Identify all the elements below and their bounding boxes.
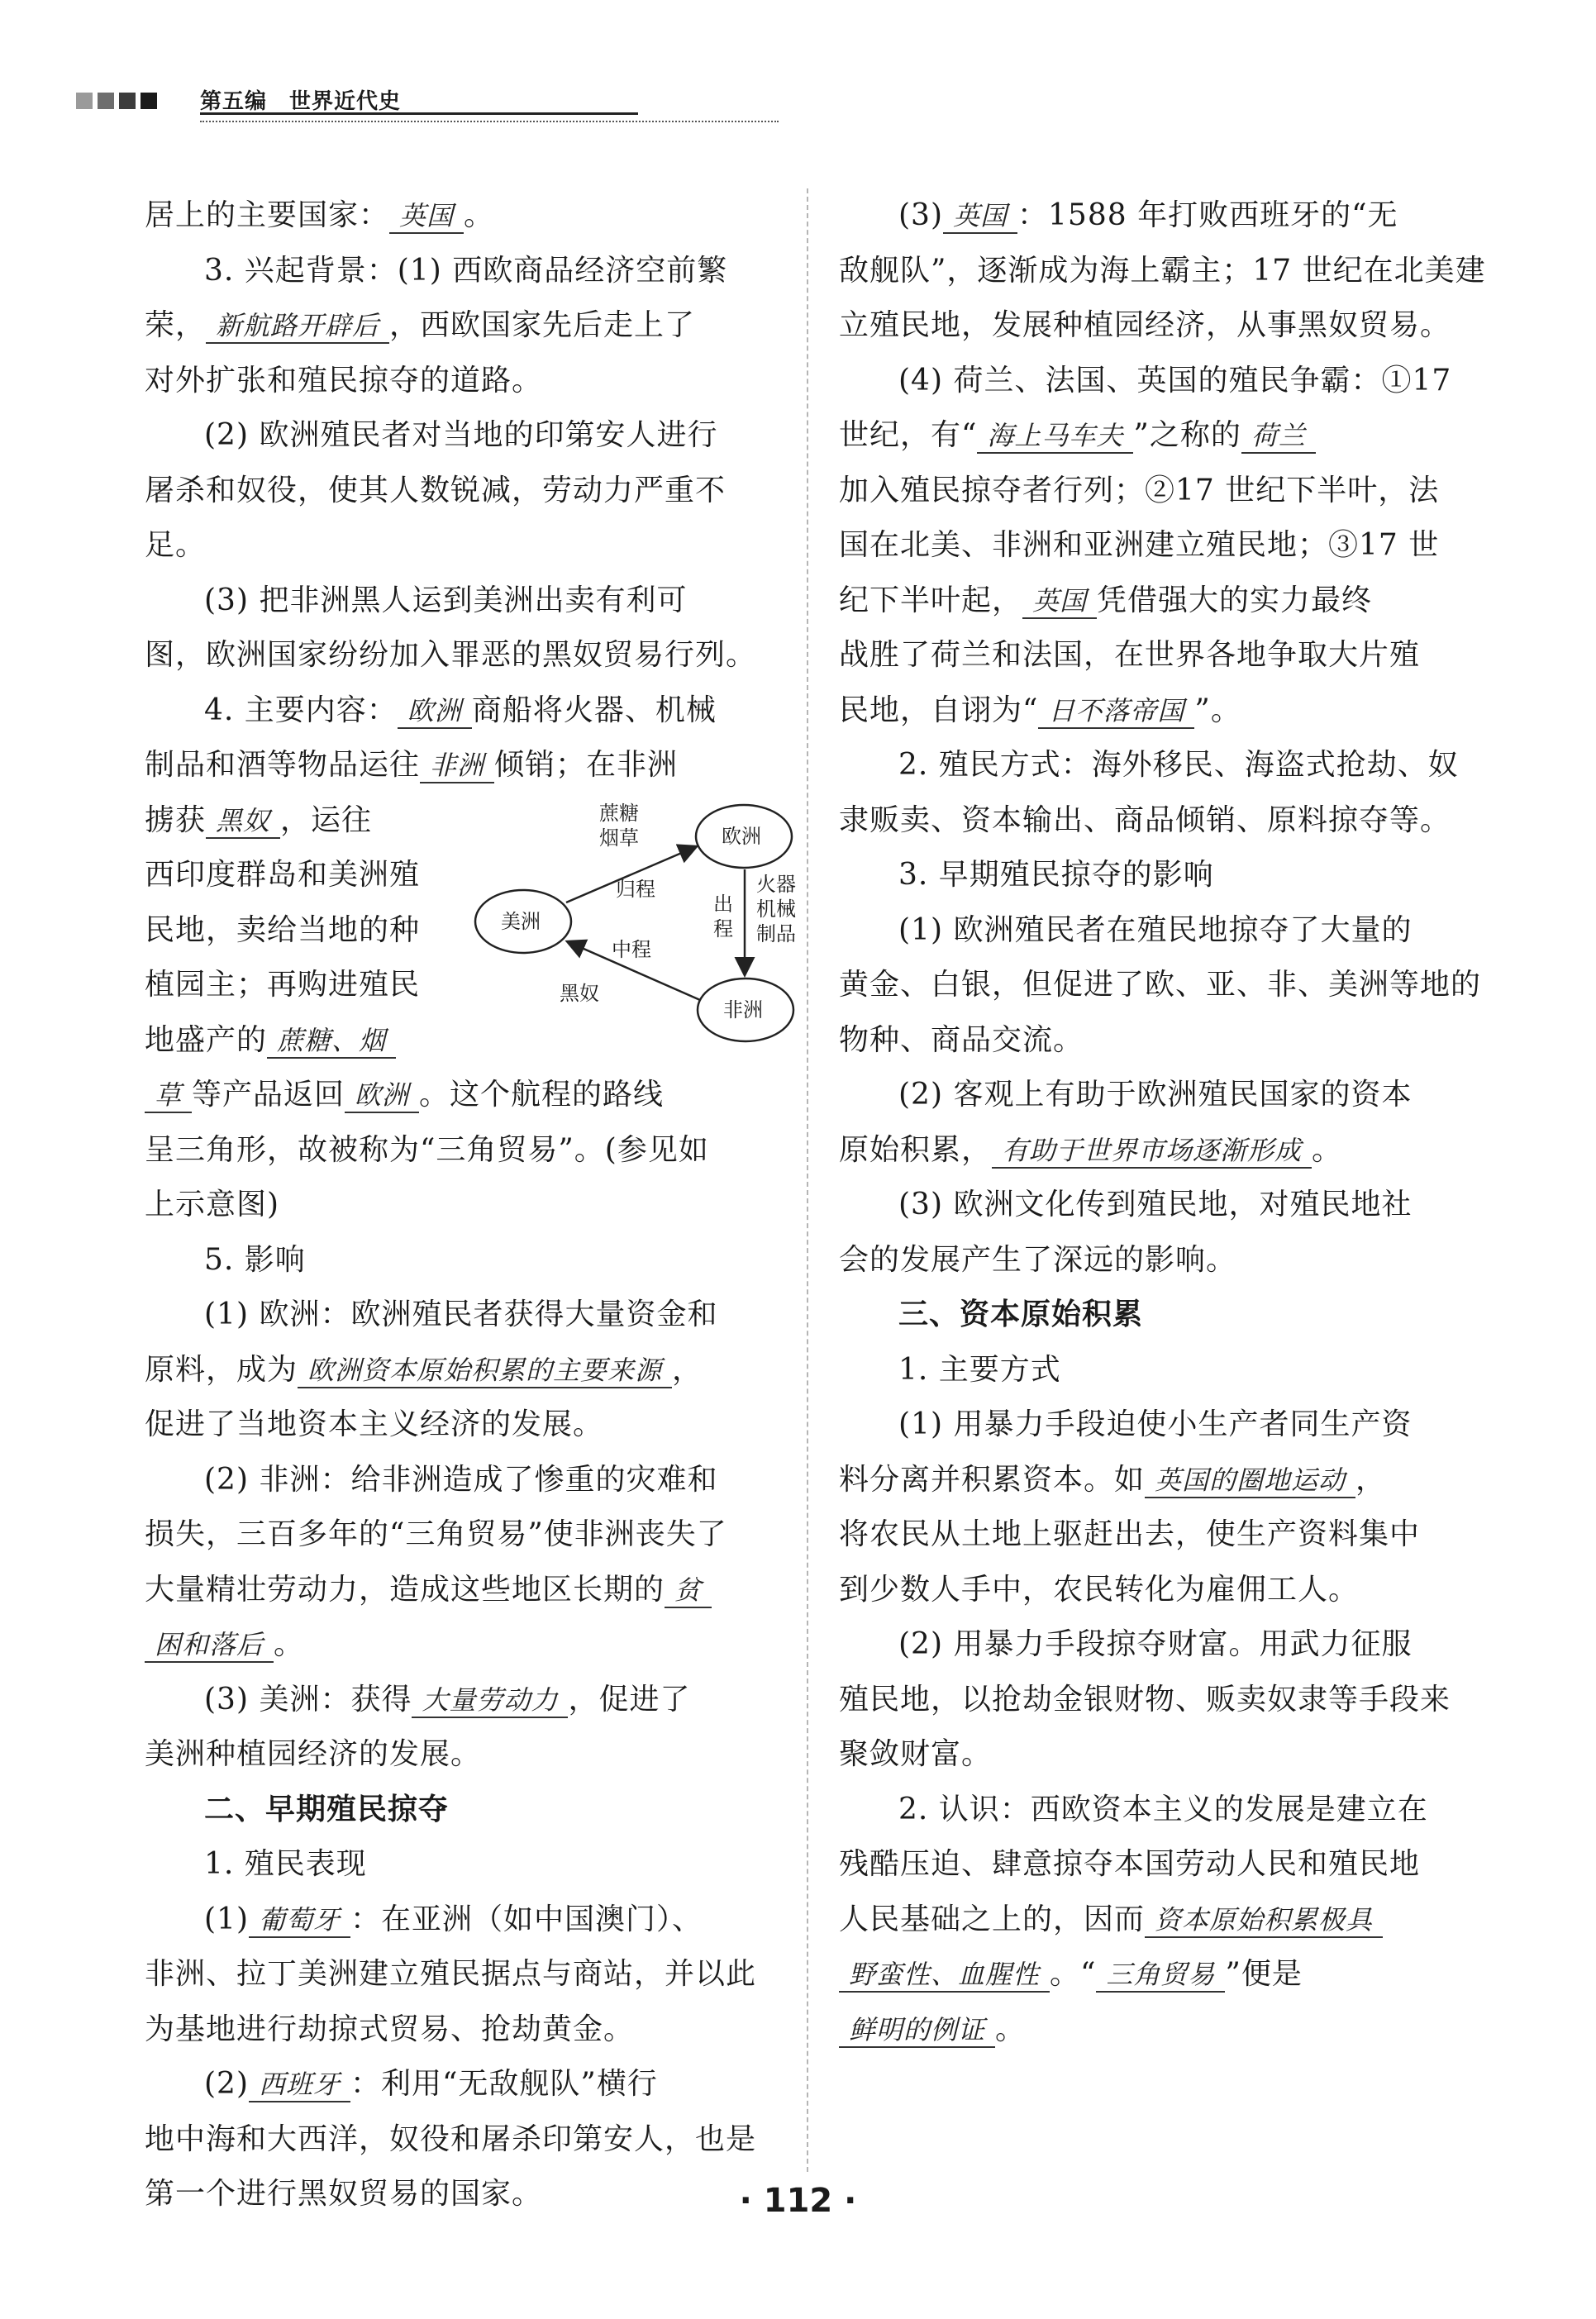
text-line: 1. 主要方式 xyxy=(898,1352,1061,1387)
text-line: 隶贩卖、资本输出、商品倾销、原料掠夺等。 xyxy=(839,802,1451,837)
text-line: (4) 荷兰、法国、英国的殖民争霸：①17 xyxy=(898,363,1452,398)
answer-blank: 欧洲资本原始积累的主要来源 xyxy=(298,1354,672,1388)
text-line: 草 等产品返回 欧洲 。这个航程的路线 xyxy=(145,1068,773,1123)
text-line: 2. 殖民方式：海外移民、海盗式抢劫、奴 xyxy=(898,748,1459,782)
text-line: 到少数人手中，农民转化为雇佣工人。 xyxy=(839,1572,1360,1607)
tobacco-label: 烟草 xyxy=(599,826,639,850)
text-line: (3) 美洲：获得 大量劳动力 ，促进了 xyxy=(204,1682,691,1717)
answer-blank: 有助于世界市场逐渐形成 xyxy=(992,1134,1312,1169)
answer-blank: 新航路开辟后 xyxy=(206,309,389,344)
text-line: 损失，三百多年的“三角贸易”使非洲丧失了 xyxy=(145,1517,727,1551)
text-line: (3) 英国 ：1588 年打败西班牙的“无 xyxy=(898,198,1398,232)
text-line: 敌舰队”，逐渐成为海上霸主；17 世纪在北美建 xyxy=(839,253,1486,288)
outbound-leg-label-2: 程 xyxy=(713,917,733,940)
answer-blank: 黑奴 xyxy=(206,804,280,839)
text-line: 美洲种植园经济的发展。 xyxy=(145,1737,482,1771)
text-line: 为基地进行劫掠式贸易、抢劫黄金。 xyxy=(145,2012,635,2046)
text-line: 促进了当地资本主义经济的发展。 xyxy=(145,1407,604,1441)
text-line: 制品和酒等物品运往 非洲 倾销；在非洲 xyxy=(145,748,679,782)
text-line: 民地，自诩为“ 日不落帝国 ”。 xyxy=(839,693,1241,727)
text-line: 地中海和大西洋，奴役和屠杀印第安人，也是 xyxy=(145,2121,757,2156)
europe-label: 欧洲 xyxy=(722,824,761,848)
answer-blank: 英国 xyxy=(1022,584,1097,619)
header-square-icon xyxy=(141,93,157,109)
text-line: (2) 用暴力手段掠夺财富。用武力征服 xyxy=(898,1627,1413,1661)
answer-blank: 英国的圈地运动 xyxy=(1145,1464,1355,1498)
answer-blank: 日不落帝国 xyxy=(1038,694,1194,729)
answer-blank: 草 xyxy=(145,1079,192,1113)
text-line: 原料，成为 欧洲资本原始积累的主要来源 ， xyxy=(145,1352,703,1387)
text-line: 国在北美、非洲和亚洲建立殖民地；③17 世 xyxy=(839,528,1440,562)
text-line: 原始积累， 有助于世界市场逐渐形成 。 xyxy=(839,1132,1343,1167)
text-line: 图，欧洲国家纷纷加入罪恶的黑奴贸易行列。 xyxy=(145,638,757,672)
text-line: (2) 欧洲殖民者对当地的印第安人进行 xyxy=(204,418,718,452)
text-line: (1) 欧洲殖民者在殖民地掠夺了大量的 xyxy=(898,912,1413,947)
text-line: 世纪，有“ 海上马车夫 ”之称的 荷兰 xyxy=(839,408,1492,464)
header-dotted-rule xyxy=(200,121,779,122)
text-line: (2) 客观上有助于欧洲殖民国家的资本 xyxy=(898,1078,1413,1112)
right-column xyxy=(839,188,1492,2057)
text-line: (2) 西班牙 ：利用“无敌舰队”横行 xyxy=(204,2067,658,2101)
text-line: (1) 葡萄牙 ：在亚洲（如中国澳门）、 xyxy=(204,1902,703,1936)
text-line: 纪下半叶起， 英国 凭借强大的实力最终 xyxy=(839,583,1373,617)
text-line: (1) 用暴力手段迫使小生产者同生产资 xyxy=(898,1407,1413,1441)
text-line: (2) 非洲：给非洲造成了惨重的灾难和 xyxy=(204,1462,718,1497)
text-line: 非洲、拉丁美洲建立殖民据点与商站，并以此 xyxy=(145,1957,757,1991)
text-line: 立殖民地，发展种植园经济，从事黑奴贸易。 xyxy=(839,308,1451,342)
answer-blank: 鲜明的例证 xyxy=(839,2013,995,2048)
text-line: 掳获 黑奴 ，运往 xyxy=(145,802,373,837)
text-line: 会的发展产生了深远的影响。 xyxy=(839,1242,1237,1277)
text-line: 呈三角形，故被称为“三角贸易”。(参见如 xyxy=(145,1132,709,1167)
answer-blank: 大量劳动力 xyxy=(412,1683,568,1718)
header-rule xyxy=(200,112,638,115)
africa-label: 非洲 xyxy=(723,998,763,1021)
text-line: 殖民地，以抢劫金银财物、贩卖奴隶等手段来 xyxy=(839,1682,1451,1717)
diagram-wrap xyxy=(145,793,796,1069)
answer-blank: 困和落后 xyxy=(145,1628,274,1663)
answer-blank: 三角贸易 xyxy=(1096,1958,1225,1993)
answer-blank: 英国 xyxy=(943,199,1017,234)
text-line: 黄金、白银，但促进了欧、亚、非、美洲等地的 xyxy=(839,968,1482,1002)
text-line: 居上的主要国家： 英国 。 xyxy=(145,198,495,232)
sugar-label: 蔗糖 xyxy=(599,801,639,825)
answer-blank: 海上马车夫 xyxy=(977,419,1133,454)
text-line: 战胜了荷兰和法国，在世界各地争取大片殖 xyxy=(839,638,1421,672)
text-line: 第一个进行黑奴贸易的国家。 xyxy=(145,2177,543,2211)
answer-blank: 资本原始积累极具 xyxy=(1145,1903,1383,1938)
left-column xyxy=(145,188,796,2222)
text-line: 植园主；再购进殖民 xyxy=(145,968,421,1002)
outbound-leg-label-1: 出 xyxy=(713,892,733,916)
text-line: 大量精壮劳动力，造成这些地区长期的 贫 xyxy=(145,1563,773,1618)
text-line: 野蛮性、血腥性 。“ 三角贸易 ”便是 xyxy=(839,1947,1492,2002)
text-line: (1) 欧洲：欧洲殖民者获得大量资金和 xyxy=(204,1298,718,1331)
text-line: (3) 把非洲黑人运到美洲出卖有利可 xyxy=(204,583,688,617)
section-heading: 三、资本原始积累 xyxy=(898,1298,1144,1331)
text-line: 荣， 新航路开辟后 ，西欧国家先后走上了 xyxy=(145,308,696,342)
middle-leg-label: 中程 xyxy=(612,937,651,961)
text-line: 对外扩张和殖民掠夺的道路。 xyxy=(145,363,543,398)
answer-blank: 葡萄牙 xyxy=(249,1903,350,1938)
answer-blank: 蔗糖、烟 xyxy=(267,1024,396,1059)
text-line: 5. 影响 xyxy=(204,1242,306,1277)
header-square-icon xyxy=(119,93,136,109)
text-line: 屠杀和奴役，使其人数锐减，劳动力严重不足。 xyxy=(145,473,727,562)
text-line: 3. 早期殖民掠夺的影响 xyxy=(898,858,1214,892)
text-line: 将农民从土地上驱赶出去，使生产资料集中 xyxy=(839,1517,1421,1551)
text-line: 物种、商品交流。 xyxy=(839,1022,1084,1057)
slaves-label: 黑奴 xyxy=(560,981,599,1005)
answer-blank: 贫 xyxy=(665,1574,712,1608)
text-line: 民地，卖给当地的种 xyxy=(145,912,421,947)
text-line: 鲜明的例证 。 xyxy=(839,2002,1492,2058)
text-line: 聚敛财富。 xyxy=(839,1737,993,1771)
chapter-title: 第五编 世界近代史 xyxy=(200,89,402,114)
text-line: 加入殖民掠夺者行列；②17 世纪下半叶，法 xyxy=(839,473,1440,507)
text-line: 3. 兴起背景：(1) 西欧商品经济空前繁 xyxy=(204,253,728,288)
text-line: (3) 欧洲文化传到殖民地，对殖民地社 xyxy=(898,1188,1413,1221)
page-number: · 112 · xyxy=(739,2182,857,2220)
text-line: 1. 殖民表现 xyxy=(204,1847,367,1881)
machinery-label: 机械 xyxy=(756,897,796,921)
firearms-label: 火器 xyxy=(756,872,796,896)
text-line: 上示意图) xyxy=(145,1188,280,1221)
answer-blank: 野蛮性、血腥性 xyxy=(839,1958,1050,1993)
answer-blank: 荷兰 xyxy=(1241,419,1316,454)
answer-blank: 欧洲 xyxy=(345,1079,419,1113)
text-line: 4. 主要内容： 欧洲 商船将火器、机械 xyxy=(204,693,717,727)
header-square-icon xyxy=(98,93,114,109)
answer-blank: 非洲 xyxy=(420,749,494,783)
text-line: 人民基础之上的，因而 资本原始积累极具 xyxy=(839,1893,1492,1948)
answer-blank: 欧洲 xyxy=(398,694,472,729)
america-label: 美洲 xyxy=(501,909,541,933)
text-line: 残酷压迫、肆意掠夺本国劳动人民和殖民地 xyxy=(839,1847,1421,1881)
text-line: 西印度群岛和美洲殖 xyxy=(145,858,421,892)
text-line: 地盛产的 蔗糖、烟 xyxy=(145,1013,459,1069)
text-line: 2. 认识：西欧资本主义的发展是建立在 xyxy=(898,1792,1428,1826)
products-label: 制品 xyxy=(756,921,796,945)
header-square-icon xyxy=(76,93,93,109)
return-leg-label: 归程 xyxy=(616,877,655,901)
column-divider xyxy=(807,188,808,2172)
section-heading: 二、早期殖民掠夺 xyxy=(204,1792,450,1826)
answer-blank: 英国 xyxy=(389,199,464,234)
text-line: 困和落后 。 xyxy=(145,1617,773,1673)
answer-blank: 西班牙 xyxy=(249,2068,350,2102)
text-line: 料分离并积累资本。如 英国的圈地运动 ， xyxy=(839,1462,1387,1497)
